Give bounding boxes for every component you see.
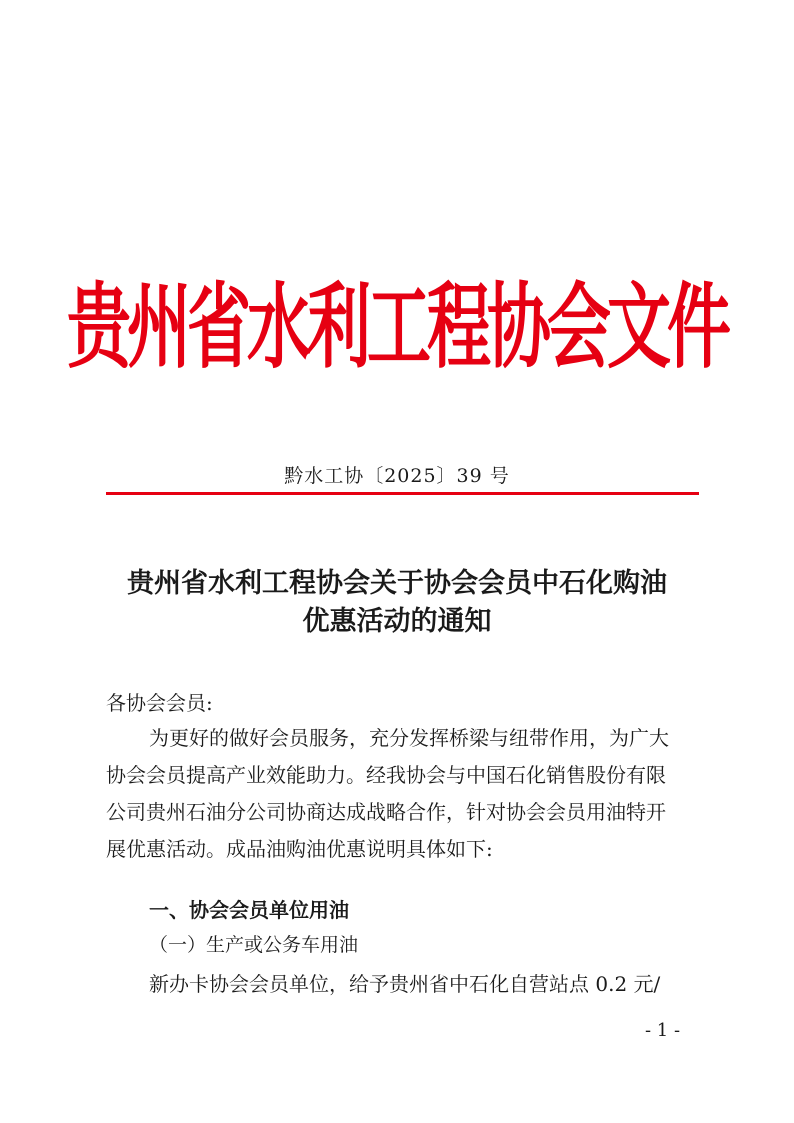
document-masthead: 贵州省水利工程协会文件	[67, 273, 727, 383]
body-paragraph	[106, 720, 699, 868]
red-divider-line	[106, 492, 699, 495]
sub-heading: （一）生产或公务车用油	[149, 934, 359, 956]
document-number: 黔水工协〔2025〕39 号	[284, 465, 510, 487]
page-number: - 1 -	[645, 1020, 681, 1041]
document-title-line-2: 优惠活动的通知	[302, 606, 492, 637]
section-heading: 一、协会会员单位用油	[149, 898, 349, 922]
paragraph-line: 展优惠活动。成品油购油优惠说明具体如下:	[106, 837, 493, 861]
paragraph-line: 协会会员提高产业效能助力。经我协会与中国石化销售股份有限	[106, 763, 666, 787]
paragraph-line: 公司贵州石油分公司协商达成战略合作，针对协会会员用油特开	[106, 800, 666, 824]
paragraph-line: 新办卡协会会员单位，给予贵州省中石化自营站点 0.2 元/	[149, 972, 661, 996]
document-title-line-1: 贵州省水利工程协会关于协会会员中石化购油	[127, 568, 667, 599]
salutation: 各协会会员:	[106, 691, 213, 715]
paragraph-line: 为更好的做好会员服务，充分发挥桥梁与纽带作用，为广大	[149, 726, 669, 750]
document-title	[0, 565, 794, 641]
